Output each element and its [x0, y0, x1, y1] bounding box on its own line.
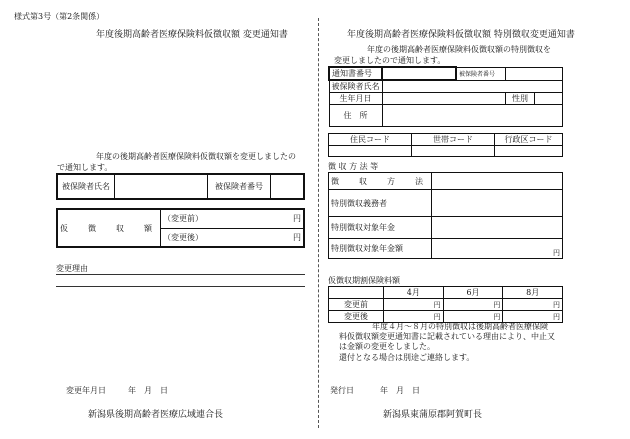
left-intro-line2: で通知します。: [57, 163, 113, 172]
left-change-date-units: 年 月 日: [128, 386, 168, 395]
center-divider: [318, 18, 319, 428]
right-insured-name-field[interactable]: [382, 80, 563, 93]
admin-code-label: 行政区コード: [495, 134, 563, 146]
birth-date-field[interactable]: [382, 93, 506, 105]
month-3: 8月: [503, 287, 563, 299]
left-before-yen: 円: [293, 214, 301, 224]
right-title: 年度後期高齢者医療保険料仮徴収額 特別徴収変更通知書: [347, 30, 575, 40]
right-issuer: 新潟県東蒲原郡阿賀町長: [383, 410, 483, 420]
left-insured-number-field[interactable]: [271, 174, 305, 199]
left-insured-name-label: 被保険者氏名: [57, 174, 115, 199]
left-insured-table: [56, 173, 305, 200]
right-insured-number-label: 被保険者番号: [456, 67, 506, 80]
left-title: 年度後期高齢者医療保険料仮徴収額 変更通知書: [96, 30, 288, 40]
pension-amount-label: 特別徴収対象年金額: [329, 239, 432, 259]
address-field[interactable]: [382, 105, 563, 127]
installment-header: 仮徴収期割保険料額: [328, 276, 400, 285]
right-insured-number-field[interactable]: [506, 67, 563, 80]
left-reason-label: 変更理由: [56, 264, 88, 273]
reason-line-2: [56, 286, 305, 287]
after-8-yen: 円: [503, 311, 563, 323]
issue-date-units: 年 月 日: [380, 386, 420, 395]
collection-method-header: 徴 収 方 法 等: [328, 162, 379, 171]
collection-method-label: 徴 収 方 法: [329, 173, 432, 190]
pension-label: 特別徴収対象年金: [329, 217, 432, 239]
resident-code-field[interactable]: [329, 146, 412, 157]
before-8-yen: 円: [503, 299, 563, 311]
collection-table: [328, 172, 563, 259]
note-line3: は金額の変更をしました。: [339, 342, 435, 351]
month-1: 4月: [384, 287, 444, 299]
reason-line-1: [56, 274, 305, 275]
before-6-yen: 円: [443, 299, 503, 311]
left-amount-table: [56, 208, 305, 248]
before-4-yen: 円: [384, 299, 444, 311]
birth-date-label: 生年月日: [329, 93, 382, 105]
left-change-date-label: 変更年月日: [66, 386, 106, 395]
right-insured-name-label: 被保険者氏名: [329, 80, 382, 93]
after-6-yen: 円: [443, 311, 503, 323]
left-insured-number-label: 被保険者番号: [208, 174, 271, 199]
note-line1: 年度４月～８月の特別徴収は後期高齢者医療保険: [372, 322, 548, 331]
resident-code-label: 住民コード: [329, 134, 412, 146]
right-intro-line1: 年度の後期高齢者医療保険料仮徴収額の特別徴収を: [367, 45, 551, 54]
month-2: 6月: [443, 287, 503, 299]
admin-code-field[interactable]: [495, 146, 563, 157]
left-before-label: （変更前）: [163, 214, 203, 224]
left-intro-line1: 年度の後期高齢者医療保険料仮徴収額を変更しましたの: [96, 152, 296, 161]
issue-date-label: 発行日: [330, 386, 354, 395]
right-insured-table: [328, 66, 563, 127]
pension-field[interactable]: [432, 217, 563, 239]
special-collector-label: 特別徴収義務者: [329, 190, 432, 217]
left-after-yen: 円: [293, 232, 301, 242]
form-number: 様式第3号（第2条関係）: [14, 12, 105, 21]
note-line4: 還付となる場合は別途ご連絡します。: [339, 353, 475, 362]
household-code-field[interactable]: [412, 146, 495, 157]
left-provisional-amount-label: 仮 徴 収 額: [57, 209, 161, 247]
pension-amount-yen: 円: [432, 239, 563, 259]
note-line2: 料仮徴収額変更通知書に記載されている理由により、中止又: [339, 332, 555, 341]
notice-number-field[interactable]: [382, 67, 456, 80]
gender-label: 性別: [506, 93, 535, 105]
collection-method-field[interactable]: [432, 173, 563, 190]
left-after-label: （変更後）: [163, 232, 203, 242]
installment-after-label: 変更後: [329, 311, 384, 323]
right-intro-line2: 変更しましたので通知します。: [334, 56, 446, 65]
left-issuer: 新潟県後期高齢者医療広域連合長: [88, 410, 224, 420]
installment-before-label: 変更前: [329, 299, 384, 311]
address-label: 住 所: [329, 105, 382, 127]
left-insured-name-field[interactable]: [115, 174, 208, 199]
installment-corner: [329, 287, 384, 299]
code-table: [328, 133, 563, 157]
gender-field[interactable]: [535, 93, 563, 105]
after-4-yen: 円: [384, 311, 444, 323]
household-code-label: 世帯コード: [412, 134, 495, 146]
special-collector-field[interactable]: [432, 190, 563, 217]
installment-table: [328, 286, 563, 323]
notice-number-label: 通知書番号: [329, 67, 382, 80]
